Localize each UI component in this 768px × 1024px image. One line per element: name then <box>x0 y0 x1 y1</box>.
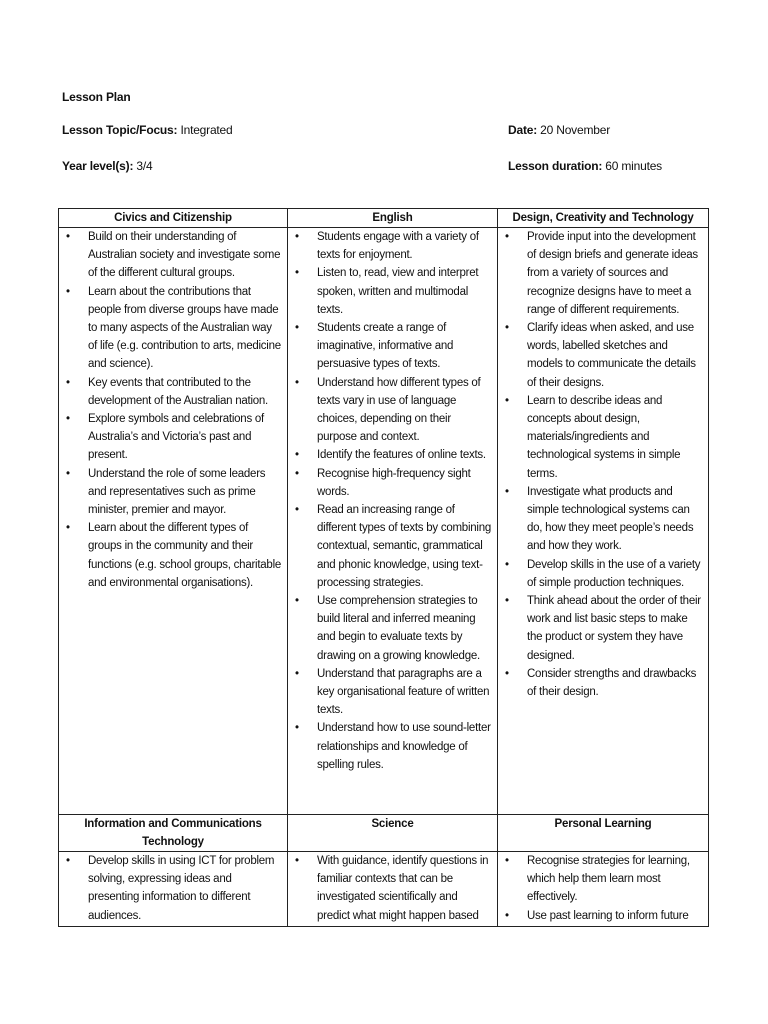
table-row <box>59 228 709 815</box>
list-item: • Learn about the different types of groups in the community and their functions (e.g. school groups, charitable and environmental organisations). <box>59 519 287 592</box>
list-item: • Learn to describe ideas and concepts about design, materials/ingredients and technological systems in simple terms. <box>498 392 708 483</box>
table-cell <box>288 852 498 927</box>
lesson-date-value: 20 November <box>540 123 610 137</box>
table-cell <box>498 228 709 815</box>
list-item: • Learn about the contributions that people from diverse groups have made to many aspects of the Australian way of life (e.g. contribution to arts, medicine and science). <box>59 283 287 374</box>
bullet-list <box>59 228 287 592</box>
list-item: • Understand that paragraphs are a key organisational feature of written texts. <box>288 665 497 720</box>
column-header: Science <box>288 815 498 852</box>
lesson-duration <box>508 158 662 174</box>
table-cell <box>59 228 288 815</box>
column-header: Information and Communications Technology <box>59 815 288 852</box>
lesson-topic <box>62 122 233 138</box>
bullet-list <box>498 852 708 925</box>
table-header-row <box>59 209 709 228</box>
table-row <box>59 852 709 927</box>
bullet-list <box>59 852 287 925</box>
year-level <box>62 158 152 174</box>
column-header: Design, Creativity and Technology <box>498 209 709 228</box>
list-item: • Identify the features of online texts. <box>288 446 497 464</box>
column-header: Civics and Citizenship <box>59 209 288 228</box>
list-item: • Listen to, read, view and interpret spoken, written and multimodal texts. <box>288 264 497 319</box>
list-item: • Use past learning to inform future <box>498 907 708 925</box>
table-header-row <box>59 815 709 852</box>
list-item: • Understand the role of some leaders and representatives such as prime minister, premier and mayor. <box>59 465 287 520</box>
list-item: • Key events that contributed to the development of the Australian nation. <box>59 374 287 410</box>
list-item: • Develop skills in using ICT for problem solving, expressing ideas and presenting information to different audiences. <box>59 852 287 925</box>
column-header: Personal Learning <box>498 815 709 852</box>
curriculum-table <box>58 208 709 927</box>
lesson-duration-label: Lesson duration: <box>508 159 603 173</box>
lesson-duration-value: 60 minutes <box>605 159 662 173</box>
list-item: • With guidance, identify questions in familiar contexts that can be investigated scientifically and predict what might happen based <box>288 852 497 925</box>
list-item: • Students engage with a variety of texts for enjoyment. <box>288 228 497 264</box>
table-cell <box>59 852 288 927</box>
lesson-date <box>508 122 610 138</box>
list-item: • Provide input into the development of design briefs and generate ideas from a variety of sources and recognize designs have to meet a range of different requirements. <box>498 228 708 319</box>
list-item: • Understand how different types of texts vary in use of language choices, depending on their purpose and context. <box>288 374 497 447</box>
list-item: • Recognise high-frequency sight words. <box>288 465 497 501</box>
list-item: • Develop skills in the use of a variety of simple production techniques. <box>498 556 708 592</box>
list-item: • Build on their understanding of Australian society and investigate some of the different cultural groups. <box>59 228 287 283</box>
column-header: English <box>288 209 498 228</box>
bullet-list <box>498 228 708 701</box>
list-item: • Clarify ideas when asked, and use words, labelled sketches and models to communicate the details of their designs. <box>498 319 708 392</box>
bullet-list <box>288 228 497 774</box>
list-item: • Read an increasing range of different types of texts by combining contextual, semantic, grammatical and phonic knowledge, using text-processing strategies. <box>288 501 497 592</box>
year-level-value: 3/4 <box>136 159 153 173</box>
lesson-topic-label: Lesson Topic/Focus: <box>62 123 178 137</box>
lesson-topic-value: Integrated <box>180 123 233 137</box>
list-item: • Students create a range of imaginative, informative and persuasive types of texts. <box>288 319 497 374</box>
table-cell <box>498 852 709 927</box>
list-item: • Think ahead about the order of their work and list basic steps to make the product or system they have designed. <box>498 592 708 665</box>
bullet-list <box>288 852 497 925</box>
lesson-plan-title: Lesson Plan <box>62 90 131 104</box>
list-item: • Consider strengths and drawbacks of their design. <box>498 665 708 701</box>
table-cell <box>288 228 498 815</box>
year-level-label: Year level(s): <box>62 159 134 173</box>
list-item: • Use comprehension strategies to build literal and inferred meaning and begin to evaluate texts by drawing on a growing knowledge. <box>288 592 497 665</box>
list-item: • Investigate what products and simple technological systems can do, how they meet people’s needs and how they work. <box>498 483 708 556</box>
list-item: • Explore symbols and celebrations of Australia’s and Victoria’s past and present. <box>59 410 287 465</box>
list-item: • Recognise strategies for learning, which help them learn most effectively. <box>498 852 708 907</box>
list-item: • Understand how to use sound-letter relationships and knowledge of spelling rules. <box>288 719 497 774</box>
lesson-date-label: Date: <box>508 123 538 137</box>
